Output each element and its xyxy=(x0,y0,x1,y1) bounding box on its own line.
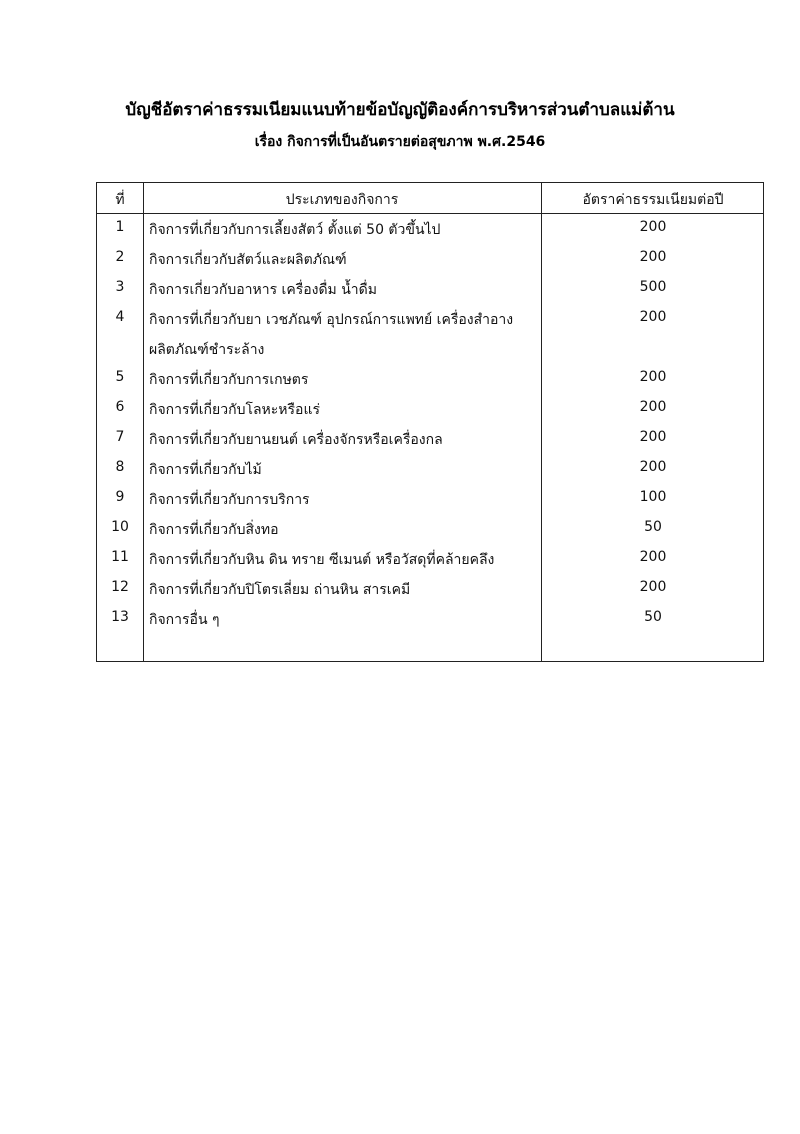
row-rate: 200 xyxy=(639,579,667,595)
row-type: กิจการที่เกี่ยวกับไม้ xyxy=(149,462,262,478)
row-type: กิจการอื่น ๆ xyxy=(149,612,220,628)
row-type-continued: ผลิตภัณฑ์ชำระล้าง xyxy=(149,342,265,358)
row-no: 13 xyxy=(111,609,129,625)
row-rate: 50 xyxy=(644,519,662,535)
column-divider xyxy=(143,183,144,661)
row-type: กิจการที่เกี่ยวกับสิ่งทอ xyxy=(149,522,279,538)
document-subtitle: เรื่อง กิจการที่เป็นอันตรายต่อสุขภาพ พ.ศ.2546 xyxy=(254,134,546,150)
row-type: กิจการที่เกี่ยวกับโลหะหรือแร่ xyxy=(149,402,321,418)
row-rate: 200 xyxy=(639,429,667,445)
row-no: 2 xyxy=(115,249,125,265)
row-rate: 200 xyxy=(639,219,667,235)
row-no: 9 xyxy=(115,489,125,505)
fee-table xyxy=(96,182,764,662)
row-type: กิจการที่เกี่ยวกับการบริการ xyxy=(149,492,310,508)
row-type: กิจการที่เกี่ยวกับการเลี้ยงสัตว์ ตั้งแต่ 50 ตัวขึ้นไป xyxy=(149,222,441,238)
row-type: กิจการที่เกี่ยวกับการเกษตร xyxy=(149,372,309,388)
row-rate: 200 xyxy=(639,369,667,385)
row-rate: 200 xyxy=(639,309,667,325)
row-type: กิจการที่เกี่ยวกับยานยนต์ เครื่องจักรหรือเครื่องกล xyxy=(149,432,443,448)
row-no: 10 xyxy=(111,519,129,535)
row-type: กิจการที่เกี่ยวกับหิน ดิน ทราย ซีเมนต์ หรือวัสดุที่คล้ายคลึง xyxy=(149,552,495,568)
row-no: 6 xyxy=(115,399,125,415)
row-no: 4 xyxy=(115,309,125,325)
row-no: 12 xyxy=(111,579,129,595)
row-rate: 200 xyxy=(639,399,667,415)
row-rate: 50 xyxy=(644,609,662,625)
row-rate: 200 xyxy=(639,549,667,565)
row-no: 11 xyxy=(111,549,129,565)
row-no: 1 xyxy=(115,219,125,235)
row-no: 3 xyxy=(115,279,125,295)
document-title: บัญชีอัตราค่าธรรมเนียมแนบท้ายข้อบัญญัติองค์การบริหารส่วนตำบลแม่ต้าน xyxy=(125,100,675,120)
row-rate: 200 xyxy=(639,249,667,265)
row-no: 7 xyxy=(115,429,125,445)
header-divider xyxy=(97,213,763,214)
header-type: ประเภทของกิจการ xyxy=(285,192,399,208)
row-type: กิจการเกี่ยวกับอาหาร เครื่องดื่ม น้ำดื่ม xyxy=(149,282,377,298)
row-rate: 200 xyxy=(639,459,667,475)
header-no: ที่ xyxy=(115,192,125,208)
row-type: กิจการเกี่ยวกับสัตว์และผลิตภัณฑ์ xyxy=(149,252,347,268)
row-rate: 500 xyxy=(639,279,667,295)
row-no: 5 xyxy=(115,369,125,385)
row-no: 8 xyxy=(115,459,125,475)
header-rate: อัตราค่าธรรมเนียมต่อปี xyxy=(582,192,724,208)
row-type: กิจการที่เกี่ยวกับยา เวชภัณฑ์ อุปกรณ์การแพทย์ เครื่องสำอาง xyxy=(149,312,514,328)
row-rate: 100 xyxy=(639,489,667,505)
row-type: กิจการที่เกี่ยวกับปิโตรเลี่ยม ถ่านหิน สารเคมี xyxy=(149,582,411,598)
